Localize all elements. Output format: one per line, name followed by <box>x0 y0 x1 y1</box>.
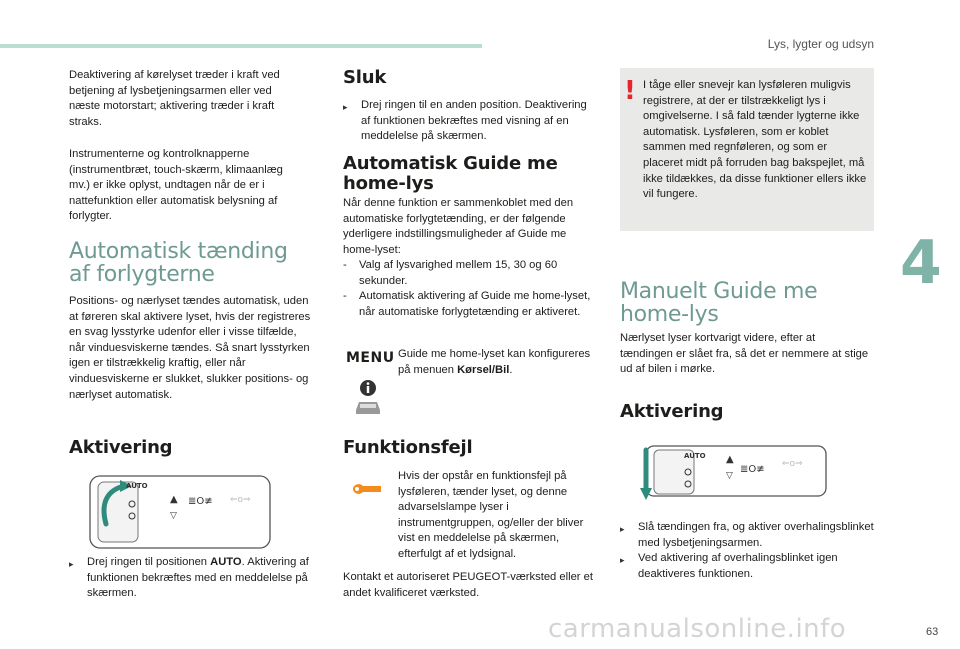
stalk-auto-label: AUTO <box>126 482 148 490</box>
menu-label: MENU <box>346 350 395 366</box>
page-number: 63 <box>926 626 939 638</box>
svg-text:⇐o⇒: ⇐o⇒ <box>230 495 251 505</box>
heading-manual-guide: Manuelt Guide me home-lys <box>620 279 818 327</box>
svg-text:▲: ▲ <box>170 494 178 505</box>
light-stalk-flash-illustration <box>636 444 836 504</box>
paragraph-malfunction: Hvis der opstår en funktionsfejl på lysføleren, tænder lyset, og denne advarselslampe lyser i instrumentgruppen, og/eller der bliver vist en meddelelse på skærmen, efterfulgt af et lydsignal. <box>398 470 584 560</box>
paragraph-menu: Guide me home-lyset kan konfigureres på menuen Kørsel/Bil. <box>398 348 591 376</box>
bullet-ignition-off <box>620 520 876 551</box>
svg-text:▲: ▲ <box>726 454 734 465</box>
bullet-marker: ▸ <box>620 524 625 534</box>
running-title: Lys, lygter og udsyn <box>767 37 874 51</box>
paragraph-manual-guide: Nærlyset lyser kortvarigt videre, efter at tændingen er slået fra, så det er nemmere at stige ud af bilen i mørke. <box>620 332 869 376</box>
dash-item-duration-text: Valg af lysvarighed mellem 15, 30 og 60 sekunder. <box>359 259 558 287</box>
stalk-auto-label-2: AUTO <box>684 452 706 460</box>
bullet-ignition-off-text: Slå tændingen fra, og aktiver overhalingsblinket med lysbetjeningsarmen. <box>638 521 874 549</box>
heading-auto-headlights: Automatisk tænding af forlygterne <box>69 239 288 287</box>
bullet-deactivate-text: Ved aktivering af overhalingsblinket igen deaktiveres funktionen. <box>638 552 838 580</box>
paragraph-instruments: Instrumenterne og kontrolknapperne (instrumentbræt, touch-skærm, klimaanlæg mv.) er ikke oplyst, undtagen når de er i nattefunktion eller automatisk belysning af forlygter. <box>69 148 283 223</box>
svg-text:≣O≢: ≣O≢ <box>188 496 213 507</box>
watermark: carmanualsonline.info <box>548 614 847 644</box>
warning-exclamation-icon: ! <box>624 76 636 106</box>
svg-text:▽: ▽ <box>726 471 733 481</box>
svg-text:▽: ▽ <box>170 511 177 521</box>
dash-item-auto: - Automatisk aktivering af Guide me home-lyset, når automatiske forlygtetænding er aktiveret. <box>343 289 593 320</box>
paragraph-auto-description: Positions- og nærlyset tændes automatisk, uden at føreren skal aktivere lyset, hvis der registreres en svag lysstyrke udenfor eller i visse tilfælde, når vinduesviskerne tændes. Så snart lysstyrken igen er tilstrækkelig kraftig, eller når vinduesviskerne er slukket, slukker positions- og nærlyset automatisk. <box>69 295 311 401</box>
heading-auto-guide: Automatisk Guide me home-lys <box>343 153 558 194</box>
heading-activation-2: Aktivering <box>620 401 724 422</box>
svg-text:⇐o⇒: ⇐o⇒ <box>782 459 803 469</box>
warning-text: I tåge eller snevejr kan lysføleren muligvis registrere, at der er tilstrækkeligt lys i omgivelserne. I så fald tænder lygterne ikke automatisk. Lysføleren, som er koblet sammen med regnføleren, og som er placeret midt på forruden bag bakspejlet, må ikke tildækkes, da disse funktioner ellers ikke vil fungere. <box>643 79 867 201</box>
paragraph-deactivation: Deaktivering af kørelyset træder i kraft ved betjening af lysbetjeningsarmen eller ved næste motorstart; aktivering træder i kraft straks. <box>69 69 280 128</box>
info-car-icon <box>352 380 384 416</box>
heading-activation-1: Aktivering <box>69 437 173 458</box>
wrench-warning-icon <box>350 480 384 504</box>
bullet-marker: ▸ <box>343 102 348 112</box>
bullet-off <box>343 98 595 145</box>
paragraph-contact: Kontakt et autoriseret PEUGEOT-værksted eller et andet kvalificeret værksted. <box>343 571 593 599</box>
header-bar <box>0 44 482 48</box>
heading-malfunction: Funktionsfejl <box>343 437 473 458</box>
bullet-marker: ▸ <box>620 555 625 565</box>
bullet-off-text: Drej ringen til en anden position. Deaktivering af funktionen bekræftes med visning af en meddelelse på skærmen. <box>361 99 587 143</box>
paragraph-guide: Når denne funktion er sammenkoblet med den automatiske forlygtetænding, er der følgende yderligere indstillingsmuligheder af Guide me home-lyset: <box>343 197 574 256</box>
bullet-activation <box>69 555 325 602</box>
bullet-marker: ▸ <box>69 559 74 569</box>
dash-item-auto-text: Automatisk aktivering af Guide me home-lyset, når automatiske forlygtetænding er aktiveret. <box>359 290 591 318</box>
svg-text:≣O≢: ≣O≢ <box>740 464 765 475</box>
chapter-number: 4 <box>900 228 942 298</box>
light-stalk-illustration <box>80 472 280 552</box>
bullet-activation-text: Drej ringen til positionen AUTO. Aktivering af funktionen bekræftes med en meddelelse på skærmen. <box>87 556 309 600</box>
dash-item-duration: - Valg af lysvarighed mellem 15, 30 og 60 sekunder. <box>343 258 593 289</box>
heading-off: Sluk <box>343 67 387 88</box>
bullet-deactivate <box>620 551 876 582</box>
